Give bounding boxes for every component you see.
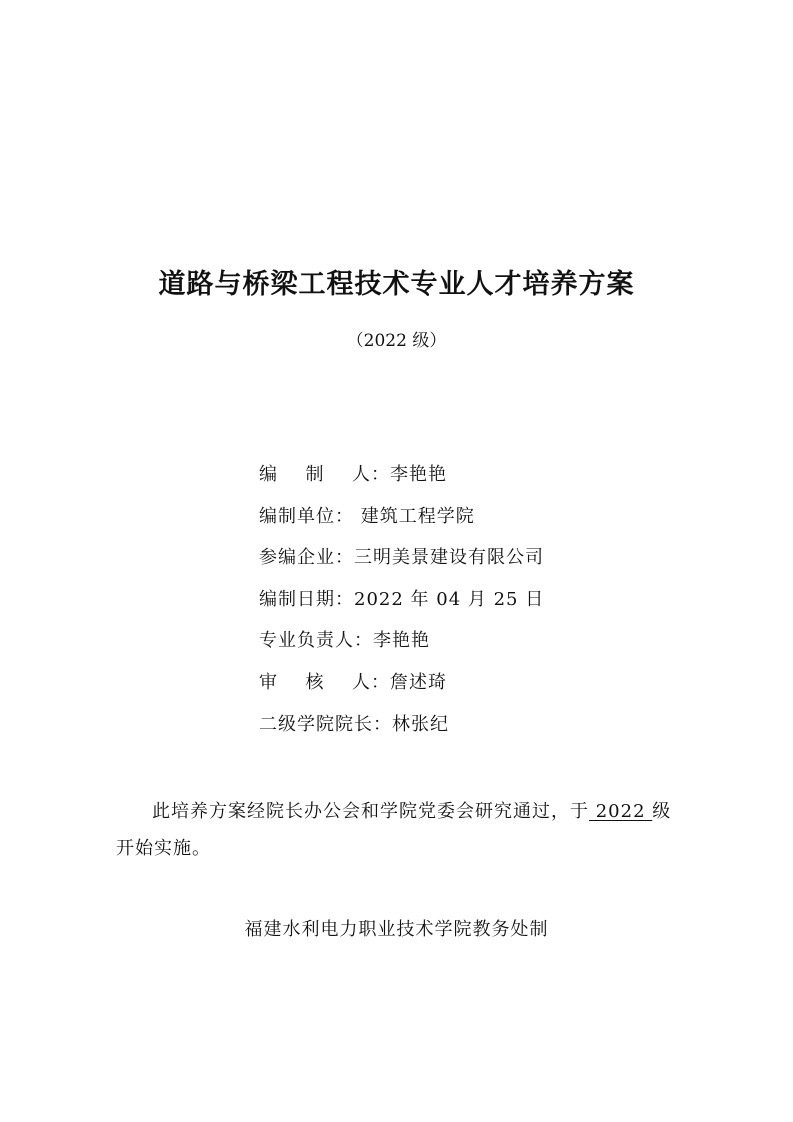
approval-paragraph <box>116 793 682 867</box>
approval-text: 此培养方案经院长办公会和学院党委会研究通过，于 <box>152 801 589 822</box>
issuer-footer: 福建水利电力职业技术学院教务处制 <box>244 919 549 940</box>
info-label: 二级学院院长 <box>259 713 373 735</box>
info-label: 编制日期 <box>259 588 335 610</box>
info-row-unit <box>259 502 544 544</box>
info-row-lead <box>259 626 544 668</box>
document-subtitle: （2022 级） <box>346 331 447 351</box>
info-separator: ： <box>371 671 390 693</box>
info-value: 2022 年 04 月 25 日 <box>354 588 545 610</box>
info-value: 林张纪 <box>392 713 449 735</box>
info-block <box>259 460 544 751</box>
info-row-reviewer <box>259 668 544 710</box>
info-separator: ： <box>373 713 392 735</box>
info-value: 建筑工程学院 <box>354 505 475 527</box>
info-row-partner <box>259 543 544 585</box>
info-label: 专业负责人 <box>259 630 354 652</box>
info-separator: ： <box>371 464 390 485</box>
info-separator: ： <box>335 547 354 569</box>
info-label: 参编企业 <box>259 547 335 569</box>
info-row-dean <box>259 710 544 752</box>
document-title: 道路与桥梁工程技术专业人才培养方案 <box>158 269 635 300</box>
info-value: 三明美景建设有限公司 <box>354 547 544 569</box>
info-value: 李艳艳 <box>390 464 447 485</box>
info-separator: ： <box>335 588 354 610</box>
info-row-date <box>259 585 544 627</box>
info-value: 李艳艳 <box>373 630 430 652</box>
info-separator: ： <box>354 630 373 652</box>
info-label: 审核人 <box>259 671 371 693</box>
info-separator: ： <box>335 505 354 527</box>
info-label: 编制人 <box>259 464 371 485</box>
info-value: 詹述琦 <box>390 671 447 693</box>
info-row-compiler <box>259 460 544 502</box>
info-label: 编制单位 <box>259 505 335 527</box>
approval-year: 2022 <box>589 801 653 822</box>
approval-text-end: 级开始实施。 <box>116 801 672 859</box>
